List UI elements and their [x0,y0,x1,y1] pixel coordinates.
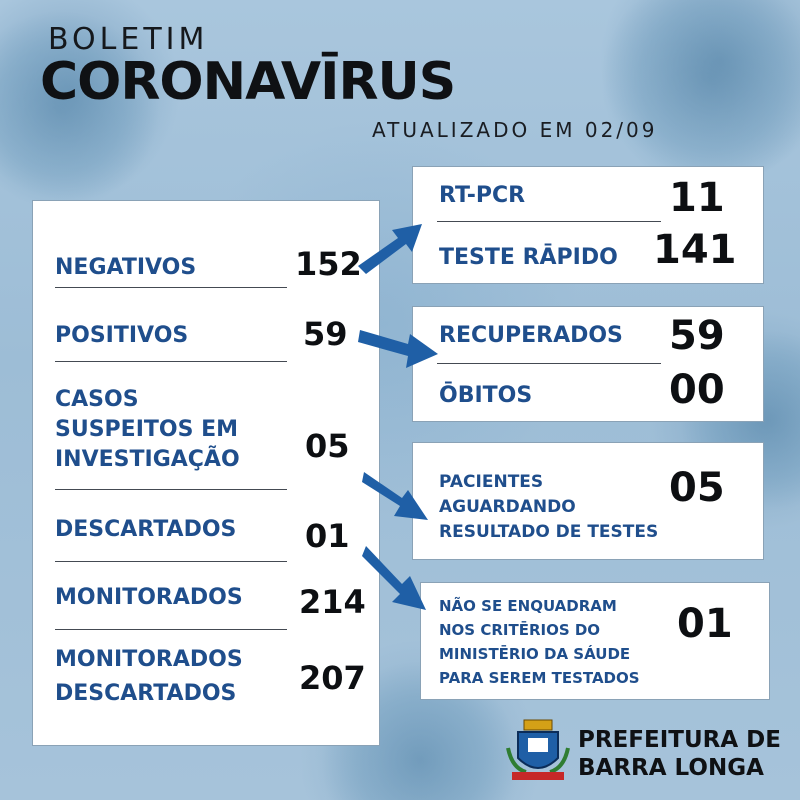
discarded-breakdown-panel [420,582,770,700]
recovered-label: RECUPERADOS [439,323,623,348]
divider [437,221,661,222]
discarded-value: 01 [305,517,350,555]
negatives-value: 152 [295,245,362,283]
divider [55,287,287,288]
negatives-breakdown-panel [412,166,764,284]
awaiting-label-line-2: AGUARDANDO [439,497,576,517]
monitored-discarded-label-line-1: MONITORADOS [55,647,243,672]
monitored-label: MONITORADOS [55,585,243,610]
suspects-label-line-1: CASOS [55,387,139,412]
deaths-value: 00 [669,367,725,413]
positives-breakdown-panel [412,306,764,422]
discarded-label: DESCARTADOS [55,517,237,542]
org-name [578,726,781,782]
org-name-line-2: BARRA LONGA [578,755,764,781]
criteria-label-line-1: NÃO SE ENQUADRAM [439,597,617,615]
awaiting-label-line-3: RESULTADO DE TESTES [439,522,659,542]
awaiting-value: 05 [669,465,725,511]
positives-label: POSITIVOS [55,323,189,348]
suspects-label-line-3: INVESTIGAÇÃO [55,447,240,472]
arrow-right-down-icon [362,540,432,614]
criteria-value: 01 [677,601,733,647]
divider [55,361,287,362]
rtpcr-label: RT-PCR [439,183,526,208]
suspects-label-line-2: SUSPEITOS EM [55,417,239,442]
arrow-right-down-icon [362,462,432,524]
rtpcr-value: 11 [669,175,725,221]
criteria-label-line-2: NOS CRITĒRIOS DO [439,621,601,639]
negatives-label: NEGATIVOS [55,255,197,280]
positives-value: 59 [303,315,348,353]
recovered-value: 59 [669,313,725,359]
main-stats-panel [32,200,380,746]
suspects-breakdown-panel [412,442,764,560]
monitored-value: 214 [299,583,366,621]
updated-date: ATUALIZADO EM 02/09 [372,118,658,142]
divider [55,489,287,490]
arrow-right-up-icon [354,214,426,278]
org-name-line-1: PREFEITURA DE [578,727,781,753]
arrow-right-down-icon [358,320,442,372]
suspects-value: 05 [305,427,350,465]
coat-of-arms-icon [504,718,572,784]
rapid-test-value: 141 [653,227,737,273]
monitored-discarded-label-line-2: DESCARTADOS [55,681,237,706]
awaiting-label-line-1: PACIENTES [439,472,544,492]
criteria-label-line-3: MINISTĒRIO DA SÁUDE [439,645,631,663]
virus-decoration [600,0,800,190]
divider [55,629,287,630]
criteria-label-line-4: PARA SEREM TESTADOS [439,669,640,687]
divider [437,363,661,364]
rapid-test-label: TESTE RĀPIDO [439,245,618,270]
page-title: CORONAVĪRUS [40,52,456,112]
deaths-label: ŌBITOS [439,383,533,408]
divider [55,561,287,562]
monitored-discarded-value: 207 [299,659,366,697]
bulletin-label: BOLETIM [48,22,209,57]
